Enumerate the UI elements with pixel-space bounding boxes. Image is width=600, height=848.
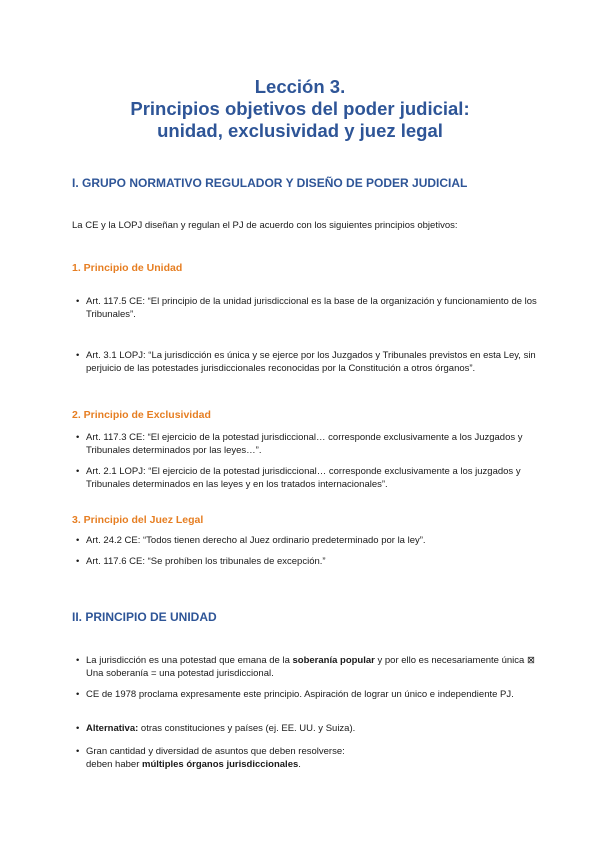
list-item [72, 746, 542, 771]
section-1-intro: La CE y la LOPJ diseñan y regulan el PJ de acuerdo con los siguientes principios objetivos: [72, 220, 458, 231]
list-item [72, 466, 542, 491]
principle-exclusivity-heading: 2. Principio de Exclusividad [72, 409, 211, 421]
list-item [72, 432, 542, 457]
bullet-icon: • [76, 655, 80, 666]
bullet-icon: • [76, 432, 80, 443]
list-item-text: Art. 117.3 CE: “El ejercicio de la potestad jurisdiccional… corresponde exclusivamente a los Juzgados y Tribunales determinados por las leyes…”. [86, 432, 523, 456]
bullet-icon: • [76, 689, 80, 700]
list-item-text: Art. 117.5 CE: “El principio de la unidad jurisdiccional es la base de la organización y funcionamiento de los Tribunales”. [86, 296, 537, 320]
lesson-number: Lección 3. [254, 76, 346, 97]
list-item [72, 556, 542, 569]
list-item [72, 655, 542, 680]
section-2-heading: II. PRINCIPIO DE UNIDAD [72, 610, 217, 624]
lesson-title-line2: unidad, exclusividad y juez legal [157, 120, 443, 141]
list-item-text: Gran cantidad y diversidad de asuntos que deben resolverse: deben haber múltiples órganos jurisdiccionales. [86, 746, 345, 770]
list-item-text: Alternativa: otras constituciones y países (ej. EE. UU. y Suiza). [86, 723, 356, 734]
bullet-icon: • [76, 350, 80, 361]
lesson-title-line1: Principios objetivos del poder judicial: [130, 98, 470, 119]
list-item-text: Art. 2.1 LOPJ: “El ejercicio de la potestad jurisdiccional… corresponde exclusivamente a los juzgados y Tribunales determinados en las leyes y en los tratados internacionales”. [86, 466, 521, 490]
list-item [72, 350, 542, 375]
principle-unity-heading: 1. Principio de Unidad [72, 262, 183, 274]
list-item-text: Art. 24.2 CE: “Todos tienen derecho al Juez ordinario predeterminado por la ley”. [86, 535, 426, 546]
list-item [72, 296, 542, 321]
list-item-text: Art. 117.6 CE: “Se prohíben los tribunales de excepción.” [86, 556, 326, 567]
bullet-icon: • [76, 535, 80, 546]
bullet-icon: • [76, 296, 80, 307]
bullet-icon: • [76, 556, 80, 567]
list-item-text: Art. 3.1 LOPJ: “La jurisdicción es única y se ejerce por los Juzgados y Tribunales previstos en esta Ley, sin perjuicio de las potestades jurisdiccionales reconocidas por la Constitución a otros órganos”. [86, 350, 536, 374]
list-item [72, 689, 542, 702]
section-1-heading: I. GRUPO NORMATIVO REGULADOR Y DISEÑO DE PODER JUDICIAL [72, 176, 468, 190]
bullet-icon: • [76, 723, 80, 734]
list-item [72, 723, 542, 736]
list-item [72, 535, 542, 548]
bullet-icon: • [76, 466, 80, 477]
bullet-icon: • [76, 746, 80, 757]
list-item-text: CE de 1978 proclama expresamente este principio. Aspiración de lograr un único e independiente PJ. [86, 689, 514, 700]
list-item-text: La jurisdicción es una potestad que emana de la soberanía popular y por ello es necesariamente única ⊠ Una soberanía = una potestad jurisdiccional. [86, 655, 535, 679]
principle-legal-judge-heading: 3. Principio del Juez Legal [72, 514, 204, 526]
